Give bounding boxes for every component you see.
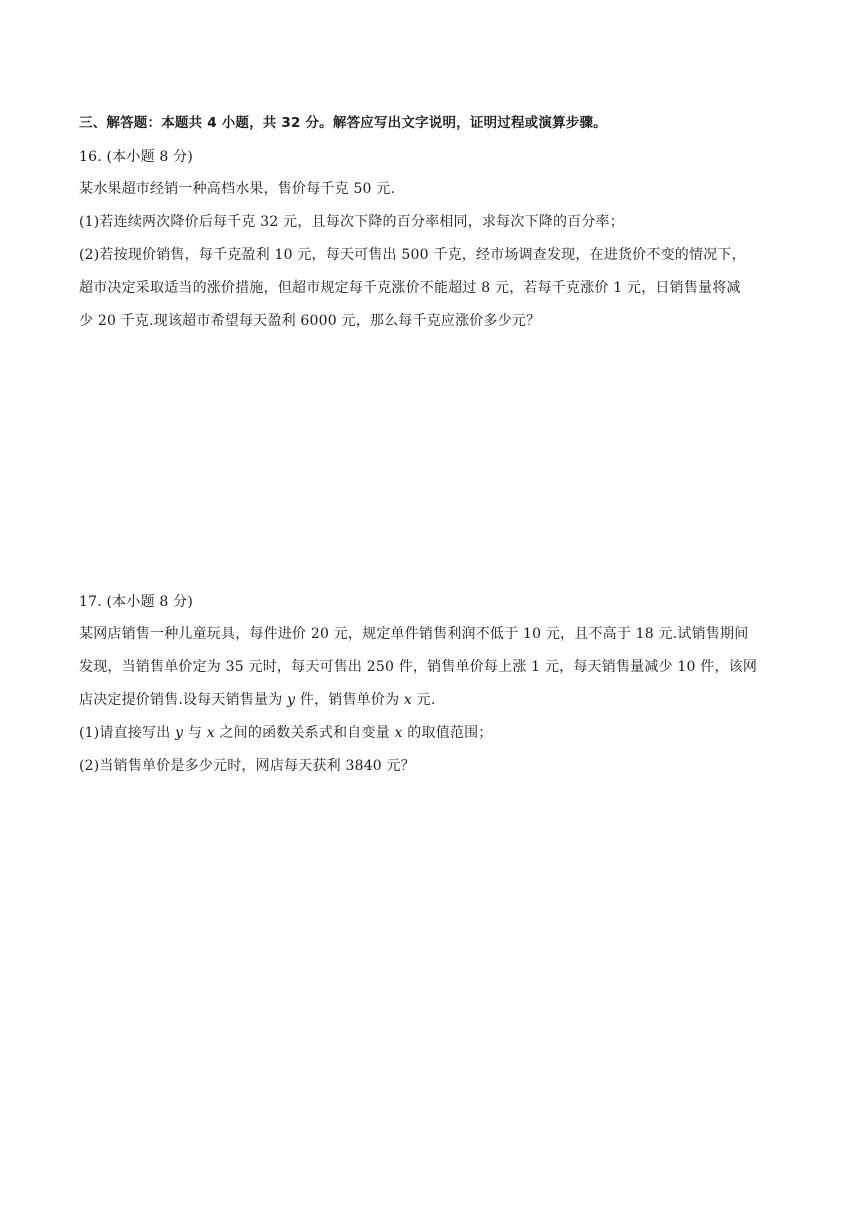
q17-part1-a: (1)请直接写出 [79,725,176,741]
q16-intro: 某水果超市经销一种高档水果，售价每千克 50 元. [79,181,396,197]
q17-intro-line1: 某网店销售一种儿童玩具，每件进价 20 元，规定单件销售利润不低于 10 元，且不高于 18 元.试销售期间 [79,626,749,642]
q17-part1-b: 与 [183,725,207,741]
q17-intro-line3-a: 店决定提价销售.设每天销售量为 [79,692,288,708]
q17-intro-line2: 发现，当销售单价定为 35 元时，每天可售出 250 件，销售单价每上涨 1 元，每天销售量减少 10 件，该网 [79,659,758,675]
q17-intro-line3 [79,691,436,709]
variable-x: x [394,725,403,741]
q17-intro-line3-b: 件，销售单价为 [295,692,404,708]
variable-y: y [175,725,184,741]
q16-part2-line1: (2)若按现价销售，每千克盈利 10 元，每天可售出 500 千克，经市场调查发现，在进货价不变的情况下， [79,247,746,263]
q17-intro-line3-c: 元. [412,692,436,708]
variable-y: y [287,692,296,708]
q17-part1-c: 之间的函数关系式和自变量 [214,725,395,741]
variable-x: x [206,725,215,741]
section-heading: 三、解答题：本题共 4 小题，共 32 分。解答应写出文字说明，证明过程或演算步骤。 [79,115,607,131]
q17-part1-d: 的取值范围； [402,725,493,741]
q17-part1 [79,724,493,742]
q17-part2: (2)当销售单价是多少元时，网店每天获利 3840 元？ [79,758,415,774]
q16-part2-line3: 少 20 千克.现该超市希望每天盈利 6000 元，那么每千克应涨价多少元？ [79,313,541,329]
variable-x: x [403,692,413,708]
q17-header: 17. (本小题 8 分) [79,594,194,610]
q16-part1: (1)若连续两次降价后每千克 32 元，且每次下降的百分率相同，求每次下降的百分率； [79,214,624,230]
q16-header: 16. (本小题 8 分) [79,149,194,165]
q16-part2-line2: 超市决定采取适当的涨价措施，但超市规定每千克涨价不能超过 8 元，若每千克涨价 1 元，日销售量将减 [79,280,741,296]
